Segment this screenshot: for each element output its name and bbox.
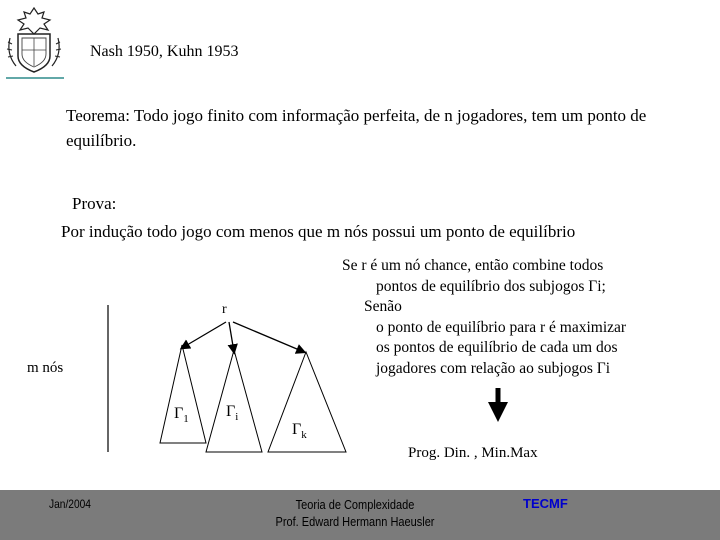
theorem-text: Teorema: Todo jogo finito com informação perfeita, de n jogadores, tem um ponto de equilíbrio. <box>66 106 647 150</box>
page-title: Nash 1950, Kuhn 1953 <box>90 43 239 60</box>
edge-to-subgame-1 <box>182 322 226 348</box>
subgame-label-i: $\Gamma_i$ <box>226 403 239 423</box>
note-line: Se r é um nó chance, então combine todos <box>342 257 604 274</box>
note-line: pontos de equilíbrio dos subjogos Γi; <box>376 277 606 295</box>
coat-of-arms-icon <box>4 4 64 80</box>
game-tree-diagram <box>0 295 720 490</box>
footer-professor: Prof. Edward Hermann Haeusler <box>275 515 435 529</box>
subgame-triangle-1 <box>160 345 206 443</box>
note-line: jogadores com relação ao subjogos Γi <box>376 359 611 377</box>
proof-label: Prova: <box>72 194 117 213</box>
footer-course-info <box>245 497 465 531</box>
note-line: os pontos de equilíbrio de cada um dos <box>376 339 618 356</box>
footer-group: TECMF <box>523 496 568 511</box>
subgame-label-1: $\Gamma_1$ <box>174 405 189 425</box>
note-line: o ponto de equilíbrio para r é maximizar <box>376 318 627 336</box>
conclusion-text: Prog. Din. , Min.Max <box>408 445 538 461</box>
tree-height-label: m nós <box>27 360 64 376</box>
footer-date: Jan/2004 <box>49 497 91 511</box>
root-node-label: r <box>222 302 227 317</box>
edge-to-subgame-k <box>233 322 304 352</box>
note-line: Senão <box>364 298 402 315</box>
subgame-label-k: $\Gamma_k$ <box>292 421 307 441</box>
edge-to-subgame-i <box>229 322 234 352</box>
proof-text: Por indução todo jogo com menos que m nós possui um ponto de equilíbrio <box>61 222 576 241</box>
subgame-triangle-i <box>206 350 262 452</box>
subgame-triangle-k <box>268 352 346 452</box>
footer-course: Teoria de Complexidade <box>295 498 415 512</box>
